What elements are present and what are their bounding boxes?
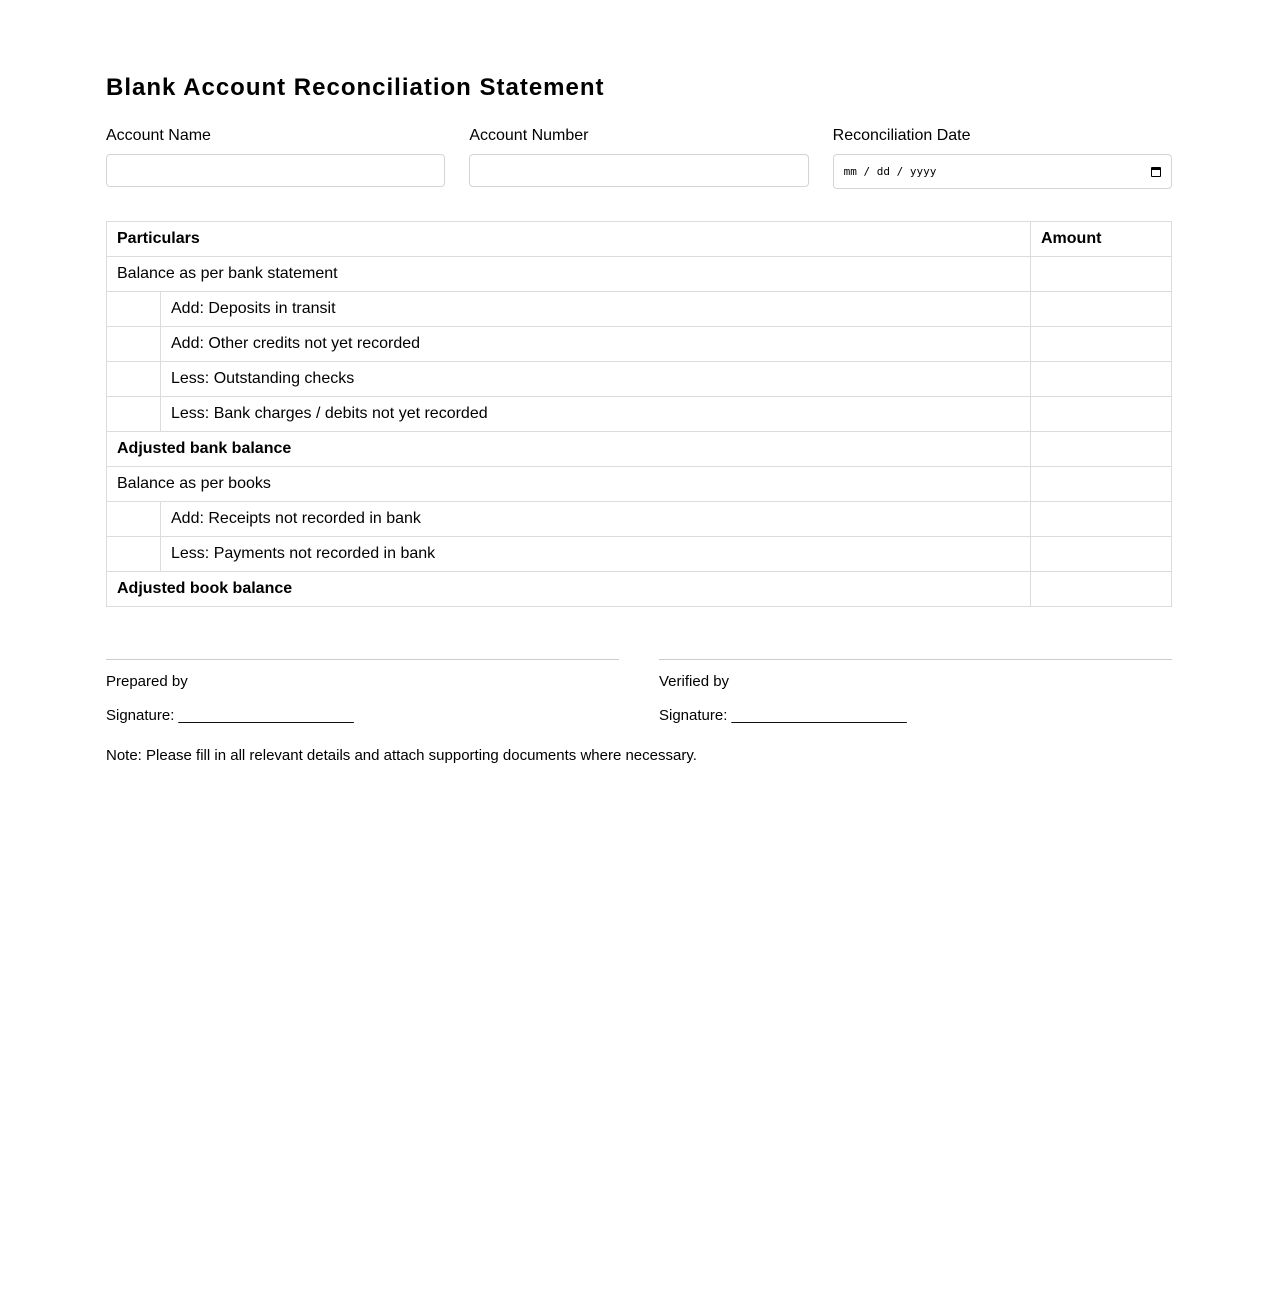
reconciliation-date-label: Reconciliation Date — [832, 127, 971, 144]
row-label: Add: Deposits in transit — [161, 292, 1031, 327]
particulars-header: Particulars — [107, 222, 1031, 257]
prepared-by-block — [106, 659, 619, 725]
amount-cell[interactable] — [1031, 537, 1172, 572]
account-name-label: Account Name — [106, 127, 211, 144]
table-row — [107, 537, 1172, 572]
amount-cell[interactable] — [1031, 362, 1172, 397]
verified-by-signature-line: Signature: _____________________ — [659, 707, 907, 724]
table-row — [107, 397, 1172, 432]
calendar-icon[interactable] — [1151, 167, 1161, 177]
verified-by-block — [659, 659, 1172, 725]
date-placeholder: mm / dd / yyyy — [843, 165, 937, 178]
amount-cell[interactable] — [1031, 257, 1172, 292]
row-label: Less: Payments not recorded in bank — [161, 537, 1031, 572]
table-row — [107, 292, 1172, 327]
reconciliation-date-input[interactable] — [833, 154, 1172, 189]
amount-cell[interactable] — [1031, 432, 1172, 467]
table-row — [107, 432, 1172, 467]
indent-cell — [107, 362, 161, 397]
amount-cell[interactable] — [1031, 397, 1172, 432]
account-name-input[interactable] — [106, 154, 445, 187]
row-label-total: Adjusted bank balance — [107, 432, 1031, 467]
row-label: Balance as per books — [107, 467, 1031, 502]
page-title: Blank Account Reconciliation Statement — [106, 74, 605, 101]
table-row — [107, 327, 1172, 362]
row-label: Add: Other credits not yet recorded — [161, 327, 1031, 362]
indent-cell — [107, 292, 161, 327]
row-label: Balance as per bank statement — [107, 257, 1031, 292]
amount-cell[interactable] — [1031, 467, 1172, 502]
row-label-total: Adjusted book balance — [107, 572, 1031, 607]
account-number-label: Account Number — [469, 127, 589, 144]
indent-cell — [107, 502, 161, 537]
account-number-input[interactable] — [469, 154, 808, 187]
amount-cell[interactable] — [1031, 327, 1172, 362]
indent-cell — [107, 397, 161, 432]
row-label: Less: Outstanding checks — [161, 362, 1031, 397]
reconciliation-table — [106, 221, 1172, 607]
header-fields — [106, 126, 1172, 189]
prepared-by-signature-line: Signature: _____________________ — [106, 707, 354, 724]
row-label: Less: Bank charges / debits not yet recorded — [161, 397, 1031, 432]
footer-note: Note: Please fill in all relevant details and attach supporting documents where necessary. — [106, 747, 697, 764]
table-row — [107, 502, 1172, 537]
amount-cell[interactable] — [1031, 502, 1172, 537]
table-row — [107, 257, 1172, 292]
amount-header: Amount — [1031, 222, 1172, 257]
table-row — [107, 572, 1172, 607]
row-label: Add: Receipts not recorded in bank — [161, 502, 1031, 537]
indent-cell — [107, 537, 161, 572]
amount-cell[interactable] — [1031, 572, 1172, 607]
amount-cell[interactable] — [1031, 292, 1172, 327]
signature-section — [106, 659, 1172, 725]
reconciliation-date-field-group — [833, 126, 1172, 189]
table-row — [107, 467, 1172, 502]
account-name-field-group — [106, 126, 445, 189]
table-header-row — [107, 222, 1172, 257]
verified-by-label: Verified by — [659, 673, 730, 690]
prepared-by-label: Prepared by — [106, 673, 188, 690]
account-number-field-group — [469, 126, 808, 189]
table-row — [107, 362, 1172, 397]
indent-cell — [107, 327, 161, 362]
